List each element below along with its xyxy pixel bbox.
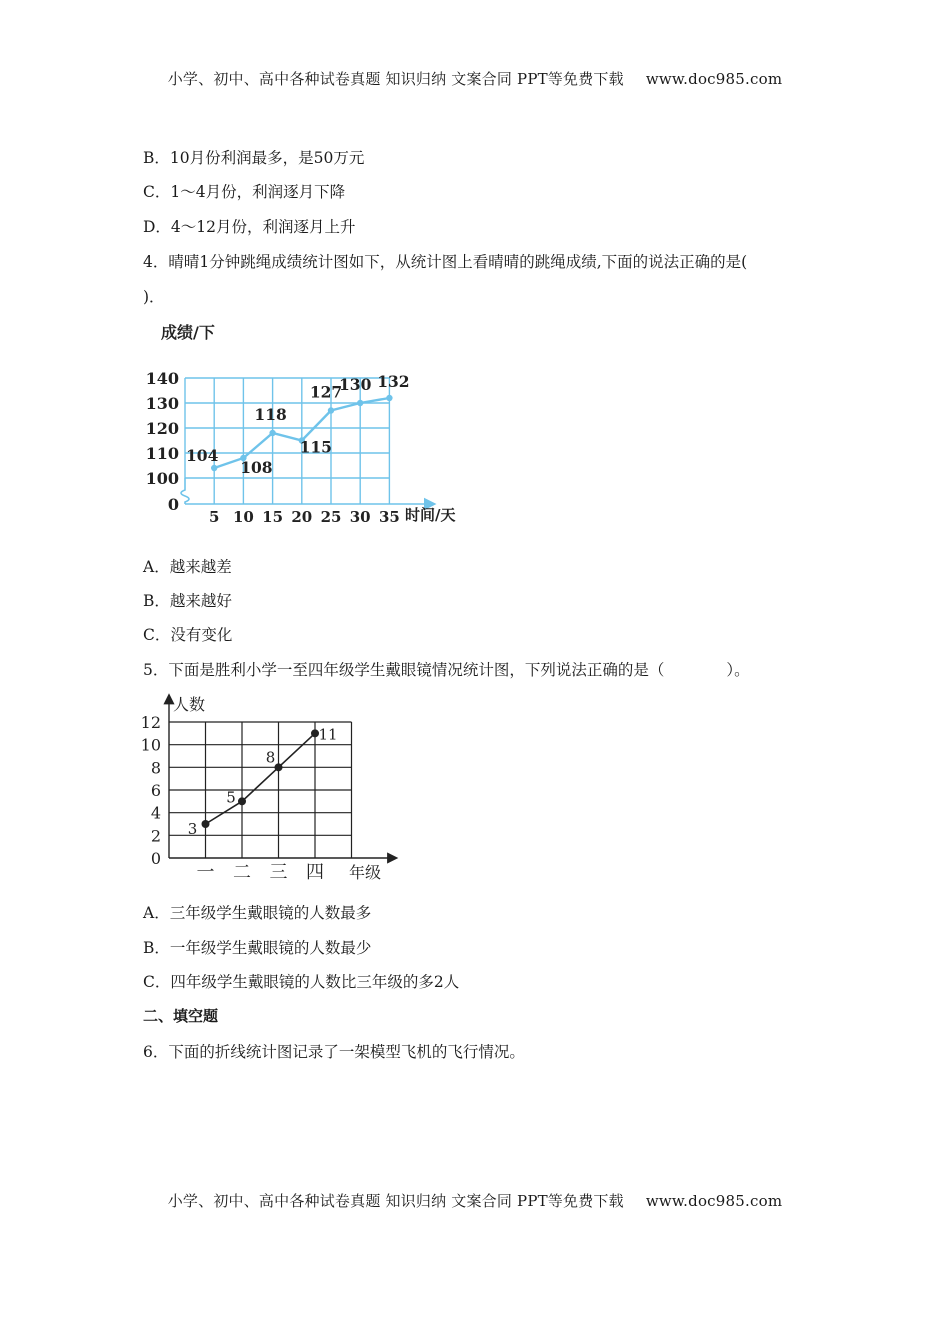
chart2-y-tick-label: 0 [150, 849, 161, 868]
q6-stem: 6．下面的折线统计图记录了一架模型飞机的飞行情况。 [143, 1043, 525, 1061]
q3-option-b: B．10月份利润最多，是50万元 [143, 149, 365, 167]
chart1-x-tick-label: 5 [208, 508, 220, 526]
chart1-data-point [357, 400, 363, 406]
chart1-y-axis-break [181, 478, 189, 504]
chart2-y-tick-label: 12 [140, 713, 161, 732]
chart1-data-label: 132 [377, 372, 410, 391]
chart1-xlabel: 时间/天 [405, 506, 456, 524]
q4-stem-line1: 4．晴晴1分钟跳绳成绩统计图如下，从统计图上看晴晴的跳绳成绩,下面的说法正确的是( [143, 253, 748, 271]
q4-option-b: B．越来越好 [143, 592, 232, 610]
chart1-data-label: 115 [299, 437, 332, 457]
footer-url[interactable]: www.doc985.com [645, 1192, 783, 1210]
footer-text: 小学、初中、高中各种试卷真题 知识归纳 文案合同 PPT等免费下载 [167, 1192, 624, 1210]
header-url[interactable]: www.doc985.com [645, 70, 783, 88]
chart1-y-tick-label: 120 [145, 419, 179, 438]
page-footer [0, 1190, 950, 1211]
chart2-y-tick-label: 8 [150, 758, 161, 778]
chart2-x-tick-label: 三 [269, 862, 288, 883]
chart2-x-tick-label: 二 [233, 862, 251, 883]
chart1-data-label: 104 [186, 446, 219, 465]
chart2-xlabel: 年级 [349, 863, 382, 882]
chart1-y-tick-label: 100 [145, 469, 179, 488]
section-title-fill-blank: 二、填空题 [143, 1007, 219, 1025]
q4-option-c: C．没有变化 [143, 626, 233, 644]
jump-rope-line-chart [143, 318, 473, 530]
chart1-x-tick-label: 25 [320, 508, 342, 526]
chart1-x-tick-label: 15 [262, 508, 284, 526]
chart2-y-tick-label: 2 [150, 826, 161, 846]
q3-option-d: D．4～12月份，利润逐月上升 [143, 218, 356, 236]
chart1-y-tick-label: 0 [167, 495, 179, 514]
page-header [0, 68, 950, 89]
q5-option-b: B．一年级学生戴眼镜的人数最少 [143, 939, 372, 957]
chart2-data-point [202, 820, 210, 828]
header-text: 小学、初中、高中各种试卷真题 知识归纳 文案合同 PPT等免费下载 [167, 70, 624, 88]
q5-stem: 5．下面是胜利小学一至四年级学生戴眼镜情况统计图，下列说法正确的是（ ）。 [143, 661, 750, 679]
chart1-data-label: 108 [240, 458, 273, 477]
chart1-x-tick-label: 30 [349, 508, 371, 526]
chart1-data-label: 130 [339, 375, 372, 394]
chart1-data-point [211, 465, 217, 471]
chart1-data-point [328, 407, 334, 413]
chart2-data-label: 11 [318, 725, 338, 744]
chart2-x-tick-label: 四 [306, 862, 324, 883]
chart1-x-tick-label: 10 [232, 508, 254, 526]
chart2-y-tick-label: 6 [150, 781, 161, 800]
chart1-data-label: 118 [254, 405, 287, 424]
chart1-x-tick-label: 20 [291, 508, 313, 526]
chart1-data-point [269, 430, 275, 436]
chart2-data-label: 8 [265, 748, 276, 767]
chart2-series-line [206, 733, 316, 824]
chart1-y-tick-label: 140 [145, 369, 179, 388]
chart2-data-point [275, 763, 283, 771]
q4-stem-line2: )． [143, 288, 165, 306]
q4-option-a: A．越来越差 [143, 558, 232, 576]
chart2-data-label: 5 [226, 788, 236, 807]
chart1-y-tick-label: 110 [145, 444, 179, 463]
chart1-y-tick-label: 130 [145, 394, 179, 413]
chart2-data-label: 3 [187, 820, 198, 838]
chart1-ylabel: 成绩/下 [161, 323, 215, 342]
chart1-data-point [386, 395, 392, 401]
q5-option-c: C．四年级学生戴眼镜的人数比三年级的多2人 [143, 973, 460, 991]
chart2-y-tick-label: 10 [140, 735, 161, 755]
q5-option-a: A．三年级学生戴眼镜的人数最多 [143, 904, 372, 922]
glasses-line-chart [140, 688, 393, 884]
chart2-data-point [238, 797, 246, 805]
q3-option-c: C．1～4月份，利润逐月下降 [143, 183, 346, 201]
chart2-y-tick-label: 4 [150, 803, 161, 823]
chart1-x-tick-label: 35 [378, 508, 400, 526]
chart2-ylabel: 人数 [173, 695, 206, 714]
chart1-data-label: 127 [309, 382, 343, 402]
chart2-x-tick-label: 一 [196, 862, 215, 883]
